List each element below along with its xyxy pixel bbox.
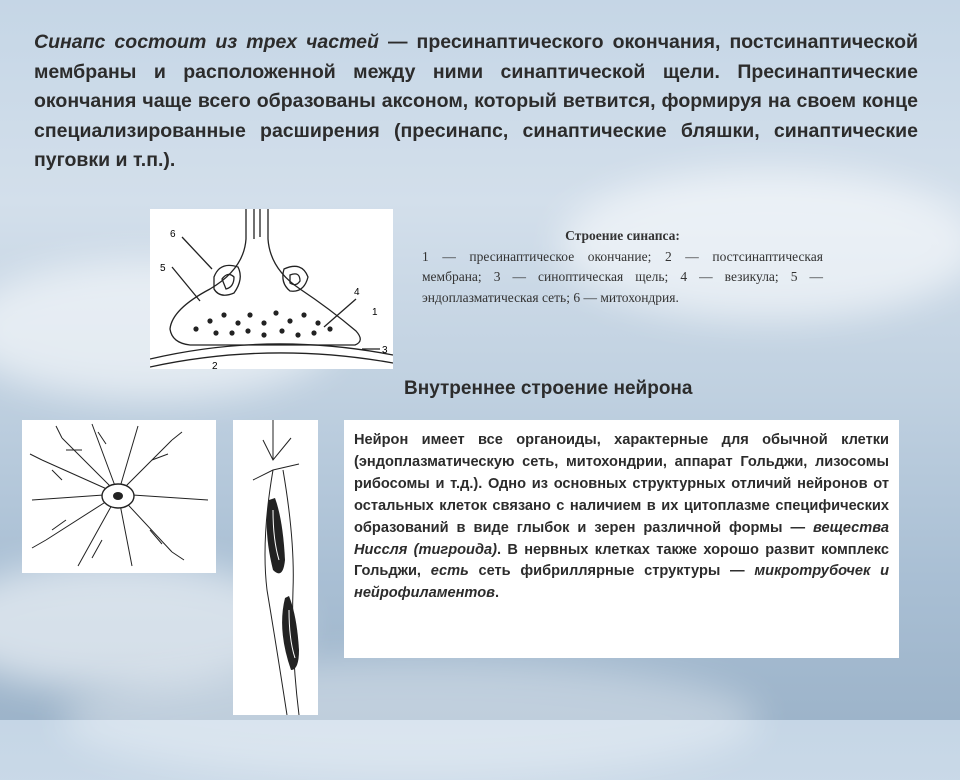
- neuron-text-part1: Нейрон имеет все органоиды, характерные для обычной клетки (эндоплазматическую сеть, митохондрии, аппарат Гольджи, лизосомы рибосомы и т.д.). Одно из основных структурных отличий нейронов от остальных клеток связано с наличием в их цитоплазме специфических образований в виде глыбок и зерен различной формы —: [354, 432, 889, 536]
- microtubules-term: микротрубочек и нейрофиламентов: [354, 563, 889, 602]
- background-cloud: [60, 660, 760, 780]
- intro-italic-lead: Синапс состоит из трех частей: [34, 31, 379, 53]
- neuron-figure-2: [233, 420, 318, 715]
- neuron-figure-1: [22, 420, 216, 573]
- neuron-text-part2: . В нервных клетках также хорошо развит комплекс Гольджи,: [354, 541, 889, 580]
- neuron-description: [344, 420, 899, 658]
- neuron-text-part3: сеть фибриллярные структуры —: [468, 563, 755, 580]
- synapse-label-4: 4: [354, 287, 360, 298]
- synapse-label-6: 6: [170, 229, 176, 240]
- intro-text: — пресинаптического окончания, постсинаптической мембраны и расположенной между ними синаптической щели. Пресинаптические окончания чаще всего образованы аксоном, который ветвится, формируя на своем конце специализированные расширения (пресинапс, синаптические бляшки, синаптические пуговки и т.п.).: [34, 31, 918, 171]
- synapse-label-5: 5: [160, 263, 166, 274]
- synapse-label-1: 1: [372, 307, 378, 318]
- synapse-diagram: [150, 209, 393, 369]
- caption-text: 1 — пресинаптическое окончание; 2 — постсинаптическая мембрана; 3 — синоптическая щель; 4 — везикула; 5 — эндоплазматическая сеть; 6 — митохондрия.: [422, 248, 823, 305]
- section-heading: Внутреннее строение нейрона: [404, 378, 693, 399]
- neuron-text-part4: .: [494, 585, 499, 602]
- synapse-label-3: 3: [382, 345, 388, 356]
- synapse-label-2: 2: [212, 361, 218, 369]
- neuron-text-italic-est: есть: [430, 563, 469, 580]
- synapse-figure: [150, 209, 393, 369]
- neuron-drawing-2: [233, 420, 318, 715]
- neuron-drawing-1: [22, 420, 216, 573]
- nissl-substance-term: вещества Ниссля (тигроида): [354, 519, 889, 558]
- caption-title: Строение синапса:: [565, 228, 680, 243]
- intro-paragraph: [34, 28, 918, 176]
- synapse-caption: [422, 226, 823, 308]
